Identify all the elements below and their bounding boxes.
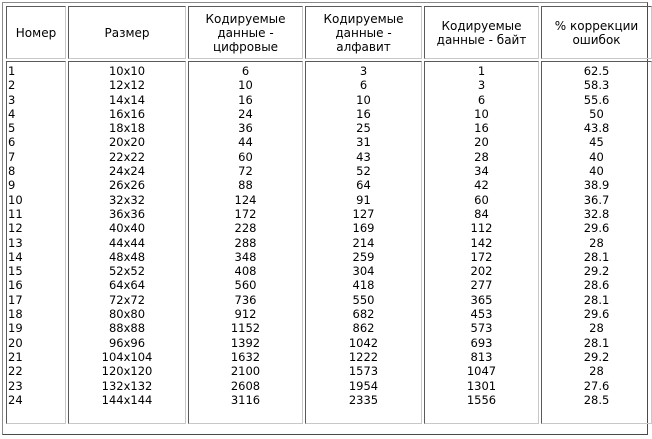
header-number: Номер bbox=[6, 6, 66, 59]
header-error-correction: % коррекции ошибок bbox=[541, 6, 652, 59]
cell-numeric-data: 60 bbox=[238, 149, 253, 164]
cell-size: 18x18 bbox=[108, 121, 146, 136]
cell-number: 6 bbox=[8, 135, 16, 150]
cell-size: 132x132 bbox=[101, 378, 153, 393]
cell-number: 8 bbox=[8, 164, 16, 179]
cell-numeric-data: 44 bbox=[238, 135, 253, 150]
cell-numeric-data: 348 bbox=[234, 249, 257, 264]
cell-error-correction: 28.1 bbox=[583, 292, 610, 307]
cell-byte-data: 60 bbox=[474, 192, 489, 207]
cell-size: 24x24 bbox=[108, 164, 146, 179]
cell-size: 80x80 bbox=[108, 307, 146, 322]
cell-error-correction: 28.1 bbox=[583, 249, 610, 264]
cell-numeric-data: 3116 bbox=[230, 392, 261, 407]
cell-error-correction: 43.8 bbox=[583, 121, 610, 136]
cell-size: 64x64 bbox=[108, 278, 146, 293]
table-frame bbox=[2, 2, 648, 435]
cell-size: 96x96 bbox=[108, 335, 146, 350]
cell-error-correction: 28 bbox=[589, 321, 604, 336]
cell-error-correction: 40 bbox=[589, 164, 604, 179]
column-size bbox=[68, 61, 186, 424]
cell-numeric-data: 560 bbox=[234, 278, 257, 293]
cell-numeric-data: 408 bbox=[234, 264, 257, 279]
cell-byte-data: 1301 bbox=[466, 378, 497, 393]
cell-byte-data: 142 bbox=[470, 235, 493, 250]
header-row bbox=[6, 6, 652, 59]
cell-byte-data: 42 bbox=[474, 178, 489, 193]
cell-number: 7 bbox=[8, 149, 16, 164]
cell-number: 9 bbox=[8, 178, 16, 193]
cell-number: 24 bbox=[8, 392, 23, 407]
cell-byte-data: 1 bbox=[477, 64, 486, 78]
cell-size: 26x26 bbox=[108, 178, 146, 193]
cell-number: 19 bbox=[8, 321, 23, 336]
cell-error-correction: 40 bbox=[589, 149, 604, 164]
cell-numeric-data: 736 bbox=[234, 292, 257, 307]
cell-byte-data: 365 bbox=[470, 292, 493, 307]
cell-byte-data: 10 bbox=[474, 106, 489, 121]
cell-alpha-data: 214 bbox=[352, 235, 375, 250]
cell-number: 16 bbox=[8, 278, 23, 293]
cell-numeric-data: 2608 bbox=[230, 378, 261, 393]
cell-size: 104x104 bbox=[101, 349, 153, 364]
cell-numeric-data: 228 bbox=[234, 221, 257, 236]
cell-byte-data: 453 bbox=[470, 307, 493, 322]
cell-alpha-data: 1042 bbox=[348, 335, 379, 350]
cell-alpha-data: 64 bbox=[356, 178, 371, 193]
cell-error-correction: 62.5 bbox=[583, 64, 610, 78]
cell-error-correction: 29.6 bbox=[583, 221, 610, 236]
cell-byte-data: 573 bbox=[470, 321, 493, 336]
cell-numeric-data: 72 bbox=[238, 164, 253, 179]
cell-number: 11 bbox=[8, 206, 23, 221]
cell-size: 72x72 bbox=[108, 292, 146, 307]
cell-numeric-data: 1392 bbox=[230, 335, 261, 350]
cell-alpha-data: 2335 bbox=[348, 392, 379, 407]
cell-alpha-data: 418 bbox=[352, 278, 375, 293]
header-numeric-data: Кодируемые данные - цифровые bbox=[188, 6, 303, 59]
cell-byte-data: 84 bbox=[474, 206, 489, 221]
cell-numeric-data: 10 bbox=[238, 78, 253, 93]
cell-number: 17 bbox=[8, 292, 23, 307]
cell-numeric-data: 88 bbox=[238, 178, 253, 193]
cell-alpha-data: 52 bbox=[356, 164, 371, 179]
cell-number: 3 bbox=[8, 92, 16, 107]
cell-byte-data: 813 bbox=[470, 349, 493, 364]
cell-numeric-data: 6 bbox=[241, 64, 250, 78]
cell-number: 14 bbox=[8, 249, 23, 264]
cell-numeric-data: 2100 bbox=[230, 364, 261, 379]
cell-number: 12 bbox=[8, 221, 23, 236]
cell-number: 2 bbox=[8, 78, 16, 93]
cell-number: 15 bbox=[8, 264, 23, 279]
cell-alpha-data: 16 bbox=[356, 106, 371, 121]
cell-number: 4 bbox=[8, 106, 16, 121]
cell-error-correction: 28.6 bbox=[583, 278, 610, 293]
cell-byte-data: 3 bbox=[477, 78, 486, 93]
cell-number: 20 bbox=[8, 335, 23, 350]
cell-error-correction: 32.8 bbox=[583, 206, 610, 221]
cell-alpha-data: 1573 bbox=[348, 364, 379, 379]
cell-alpha-data: 31 bbox=[356, 135, 371, 150]
cell-alpha-data: 1222 bbox=[348, 349, 379, 364]
cell-error-correction: 58.3 bbox=[583, 78, 610, 93]
cell-alpha-data: 91 bbox=[356, 192, 371, 207]
cell-byte-data: 112 bbox=[470, 221, 493, 236]
cell-numeric-data: 1152 bbox=[230, 321, 261, 336]
cell-size: 10x10 bbox=[108, 64, 146, 78]
cell-size: 144x144 bbox=[101, 392, 153, 407]
cell-error-correction: 28.1 bbox=[583, 335, 610, 350]
cell-byte-data: 202 bbox=[470, 264, 493, 279]
column-number bbox=[6, 61, 66, 424]
cell-error-correction: 36.7 bbox=[583, 192, 610, 207]
cell-alpha-data: 169 bbox=[352, 221, 375, 236]
cell-byte-data: 172 bbox=[470, 249, 493, 264]
cell-size: 88x88 bbox=[108, 321, 146, 336]
cell-size: 52x52 bbox=[108, 264, 146, 279]
cell-alpha-data: 862 bbox=[352, 321, 375, 336]
cell-alpha-data: 10 bbox=[356, 92, 371, 107]
cell-number: 22 bbox=[8, 364, 23, 379]
column-alpha-data bbox=[305, 61, 422, 424]
cell-numeric-data: 24 bbox=[238, 106, 253, 121]
cell-alpha-data: 682 bbox=[352, 307, 375, 322]
cell-number: 13 bbox=[8, 235, 23, 250]
cell-error-correction: 27.6 bbox=[583, 378, 610, 393]
cell-byte-data: 28 bbox=[474, 149, 489, 164]
cell-numeric-data: 912 bbox=[234, 307, 257, 322]
cell-alpha-data: 127 bbox=[352, 206, 375, 221]
cell-numeric-data: 124 bbox=[234, 192, 257, 207]
cell-byte-data: 34 bbox=[474, 164, 489, 179]
column-numeric-data bbox=[188, 61, 303, 424]
cell-error-correction: 29.6 bbox=[583, 307, 610, 322]
cell-size: 12x12 bbox=[108, 78, 146, 93]
cell-size: 14x14 bbox=[108, 92, 146, 107]
cell-size: 20x20 bbox=[108, 135, 146, 150]
cell-size: 40x40 bbox=[108, 221, 146, 236]
cell-numeric-data: 172 bbox=[234, 206, 257, 221]
cell-number: 1 bbox=[8, 64, 16, 78]
cell-number: 10 bbox=[8, 192, 23, 207]
cell-size: 120x120 bbox=[101, 364, 153, 379]
column-error-correction bbox=[541, 61, 652, 424]
cell-numeric-data: 16 bbox=[238, 92, 253, 107]
cell-size: 16x16 bbox=[108, 106, 146, 121]
cell-numeric-data: 1632 bbox=[230, 349, 261, 364]
data-body-row bbox=[6, 61, 652, 424]
cell-alpha-data: 43 bbox=[356, 149, 371, 164]
cell-number: 23 bbox=[8, 378, 23, 393]
cell-byte-data: 6 bbox=[477, 92, 486, 107]
datamatrix-capacity-table bbox=[4, 4, 652, 426]
cell-error-correction: 55.6 bbox=[583, 92, 610, 107]
cell-numeric-data: 288 bbox=[234, 235, 257, 250]
cell-size: 36x36 bbox=[108, 206, 146, 221]
cell-alpha-data: 259 bbox=[352, 249, 375, 264]
cell-byte-data: 1556 bbox=[466, 392, 497, 407]
cell-number: 5 bbox=[8, 121, 16, 136]
cell-byte-data: 16 bbox=[474, 121, 489, 136]
cell-byte-data: 20 bbox=[474, 135, 489, 150]
cell-error-correction: 29.2 bbox=[583, 264, 610, 279]
cell-size: 32x32 bbox=[108, 192, 146, 207]
cell-error-correction: 28 bbox=[589, 235, 604, 250]
cell-error-correction: 29.2 bbox=[583, 349, 610, 364]
cell-size: 44x44 bbox=[108, 235, 146, 250]
header-size: Размер bbox=[68, 6, 186, 59]
header-alpha-data: Кодируемые данные - алфавит bbox=[305, 6, 422, 59]
cell-alpha-data: 550 bbox=[352, 292, 375, 307]
header-byte-data: Кодируемые данные - байт bbox=[424, 6, 539, 59]
cell-number: 18 bbox=[8, 307, 23, 322]
cell-byte-data: 277 bbox=[470, 278, 493, 293]
cell-error-correction: 28 bbox=[589, 364, 604, 379]
cell-error-correction: 45 bbox=[589, 135, 604, 150]
cell-alpha-data: 6 bbox=[359, 78, 368, 93]
cell-byte-data: 693 bbox=[470, 335, 493, 350]
cell-size: 48x48 bbox=[108, 249, 146, 264]
cell-alpha-data: 25 bbox=[356, 121, 371, 136]
cell-alpha-data: 1954 bbox=[348, 378, 379, 393]
cell-size: 22x22 bbox=[108, 149, 146, 164]
cell-alpha-data: 304 bbox=[352, 264, 375, 279]
cell-alpha-data: 3 bbox=[359, 64, 368, 78]
cell-error-correction: 28.5 bbox=[583, 392, 610, 407]
cell-numeric-data: 36 bbox=[238, 121, 253, 136]
cell-error-correction: 38.9 bbox=[583, 178, 610, 193]
cell-number: 21 bbox=[8, 349, 23, 364]
cell-byte-data: 1047 bbox=[466, 364, 497, 379]
column-byte-data bbox=[424, 61, 539, 424]
cell-error-correction: 50 bbox=[589, 106, 604, 121]
